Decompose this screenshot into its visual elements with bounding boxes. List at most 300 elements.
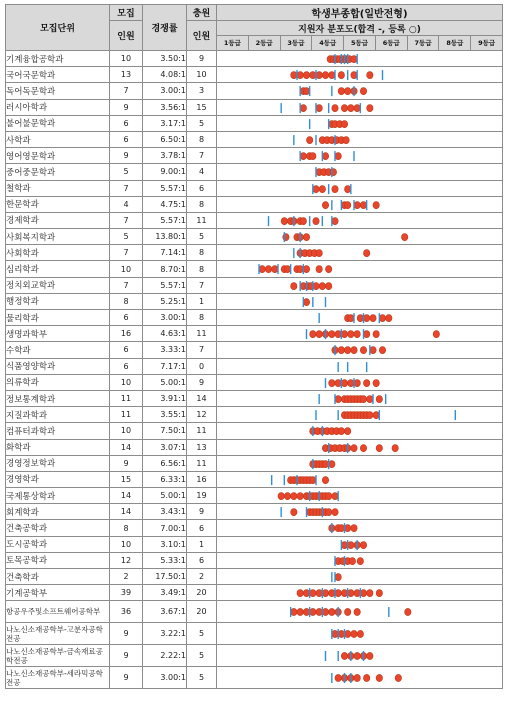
quota-value: 9 bbox=[110, 148, 143, 164]
enroll-marker bbox=[322, 72, 328, 79]
table-row bbox=[6, 115, 503, 131]
fill-value: 6 bbox=[187, 520, 217, 536]
distribution-svg bbox=[217, 407, 502, 423]
rate-value: 5.33:1 bbox=[143, 552, 187, 568]
table-row bbox=[6, 99, 503, 115]
table-row bbox=[6, 569, 503, 585]
unit-name: 정보통계학과 bbox=[6, 390, 110, 406]
distribution-plot bbox=[217, 374, 503, 390]
enroll-marker bbox=[316, 331, 322, 338]
quota-value: 7 bbox=[110, 83, 143, 99]
enroll-marker bbox=[376, 444, 382, 451]
distribution-plot bbox=[217, 407, 503, 423]
rate-value: 7.14:1 bbox=[143, 245, 187, 261]
fill-value: 9 bbox=[187, 51, 217, 67]
enroll-marker bbox=[376, 395, 382, 402]
enroll-marker bbox=[303, 88, 309, 95]
enroll-marker bbox=[367, 412, 373, 419]
enroll-marker bbox=[329, 590, 335, 597]
enroll-marker bbox=[386, 315, 392, 322]
quota-value: 14 bbox=[110, 504, 143, 520]
table-row bbox=[6, 293, 503, 309]
rate-value: 4.08:1 bbox=[143, 67, 187, 83]
distribution-svg bbox=[217, 488, 502, 504]
distribution-plot bbox=[217, 488, 503, 504]
distribution-svg bbox=[217, 667, 502, 689]
unit-name: 회계학과 bbox=[6, 504, 110, 520]
rate-value: 3.55:1 bbox=[143, 407, 187, 423]
enroll-marker bbox=[335, 675, 341, 682]
fill-value: 8 bbox=[187, 261, 217, 277]
enroll-marker bbox=[433, 331, 439, 338]
unit-name: 토목공학과 bbox=[6, 552, 110, 568]
enroll-marker bbox=[338, 428, 344, 435]
unit-name: 경제학과 bbox=[6, 212, 110, 228]
rate-value: 7.17:1 bbox=[143, 358, 187, 374]
enroll-marker bbox=[303, 234, 309, 241]
distribution-svg bbox=[217, 294, 502, 310]
fill-value: 7 bbox=[187, 277, 217, 293]
enroll-marker bbox=[357, 557, 363, 564]
enroll-marker bbox=[335, 574, 341, 581]
rate-column-header: 경쟁률 bbox=[143, 5, 187, 51]
distribution-plot bbox=[217, 569, 503, 585]
unit-name: 정치외교학과 bbox=[6, 277, 110, 293]
unit-name: 항공우주및소프트웨어공학부 bbox=[6, 601, 110, 623]
rate-value: 3.33:1 bbox=[143, 342, 187, 358]
grade-label: 1등급 bbox=[223, 39, 241, 47]
enroll-marker bbox=[360, 395, 366, 402]
quota-value: 9 bbox=[110, 645, 143, 667]
table-row bbox=[6, 455, 503, 471]
fill-column-header-top: 충원 bbox=[187, 5, 217, 21]
enroll-marker bbox=[284, 493, 290, 500]
enroll-marker bbox=[313, 217, 319, 224]
enroll-marker bbox=[316, 250, 322, 257]
enroll-marker bbox=[284, 266, 290, 273]
enroll-marker bbox=[297, 590, 303, 597]
enroll-marker bbox=[297, 72, 303, 79]
distribution-svg bbox=[217, 391, 502, 407]
enroll-marker bbox=[379, 347, 385, 354]
enroll-marker bbox=[316, 609, 322, 616]
distribution-plot bbox=[217, 667, 503, 689]
rate-value: 5.57:1 bbox=[143, 180, 187, 196]
fill-value: 8 bbox=[187, 196, 217, 212]
enroll-marker bbox=[259, 266, 265, 273]
unit-name: 사회복지학과 bbox=[6, 229, 110, 245]
enroll-marker bbox=[329, 460, 335, 467]
admission-results-table bbox=[5, 4, 503, 689]
grade-label: 6등급 bbox=[375, 36, 407, 50]
fill-value: 1 bbox=[187, 293, 217, 309]
enroll-marker bbox=[341, 379, 347, 386]
distribution-plot bbox=[217, 423, 503, 439]
rate-value: 5.25:1 bbox=[143, 293, 187, 309]
unit-name: 철학과 bbox=[6, 180, 110, 196]
distribution-plot bbox=[217, 245, 503, 261]
unit-column-header: 모집단위 bbox=[6, 5, 110, 51]
unit-name: 건축공학과 bbox=[6, 520, 110, 536]
rate-value: 5.00:1 bbox=[143, 374, 187, 390]
unit-name: 나노신소재공학부-고분자공학전공 bbox=[6, 623, 110, 645]
enroll-marker bbox=[316, 72, 322, 79]
grade-label: 8등급 bbox=[438, 36, 470, 50]
table-row bbox=[6, 229, 503, 245]
enroll-marker bbox=[370, 347, 376, 354]
distribution-plot bbox=[217, 601, 503, 623]
distribution-svg bbox=[217, 601, 502, 623]
enroll-marker bbox=[291, 493, 297, 500]
enroll-marker bbox=[313, 185, 319, 192]
distribution-svg bbox=[217, 278, 502, 294]
enroll-marker bbox=[376, 590, 382, 597]
distribution-svg bbox=[217, 342, 502, 358]
enroll-marker bbox=[335, 395, 341, 402]
fill-value: 12 bbox=[187, 407, 217, 423]
fill-value: 0 bbox=[187, 358, 217, 374]
unit-name: 나노신소재공학부-세라믹공학전공 bbox=[6, 667, 110, 689]
table-row bbox=[6, 488, 503, 504]
enroll-marker bbox=[332, 217, 338, 224]
distribution-svg bbox=[217, 213, 502, 229]
enroll-marker bbox=[348, 331, 354, 338]
table-row bbox=[6, 374, 503, 390]
distribution-plot bbox=[217, 326, 503, 342]
enroll-marker bbox=[310, 72, 316, 79]
table-row bbox=[6, 212, 503, 228]
table-row bbox=[6, 51, 503, 67]
enroll-marker bbox=[363, 331, 369, 338]
unit-name: 의류학과 bbox=[6, 374, 110, 390]
unit-name: 컴퓨터과학과 bbox=[6, 423, 110, 439]
enroll-marker bbox=[303, 609, 309, 616]
distribution-svg bbox=[217, 67, 502, 83]
quota-value: 7 bbox=[110, 212, 143, 228]
fill-value: 11 bbox=[187, 212, 217, 228]
enroll-marker bbox=[373, 379, 379, 386]
grade-axis bbox=[217, 36, 503, 51]
enroll-marker bbox=[322, 460, 328, 467]
distribution-svg bbox=[217, 83, 502, 99]
enroll-marker bbox=[272, 266, 278, 273]
enroll-marker bbox=[325, 282, 331, 289]
enroll-marker bbox=[354, 379, 360, 386]
rate-value: 6.56:1 bbox=[143, 455, 187, 471]
quota-value: 6 bbox=[110, 131, 143, 147]
distribution-plot bbox=[217, 131, 503, 147]
fill-value: 3 bbox=[187, 83, 217, 99]
table-row bbox=[6, 439, 503, 455]
enroll-marker bbox=[363, 250, 369, 257]
enroll-marker bbox=[303, 590, 309, 597]
enroll-marker bbox=[291, 509, 297, 516]
enroll-marker bbox=[344, 347, 350, 354]
quota-column-header-bottom: 인원 bbox=[110, 21, 143, 51]
distribution-svg bbox=[217, 472, 502, 488]
enroll-marker bbox=[348, 104, 354, 111]
distribution-plot bbox=[217, 623, 503, 645]
fill-value: 11 bbox=[187, 423, 217, 439]
grade-label: 7등급 bbox=[407, 36, 439, 50]
distribution-svg bbox=[217, 423, 502, 439]
fill-value: 8 bbox=[187, 310, 217, 326]
enroll-marker bbox=[325, 266, 331, 273]
distribution-plot bbox=[217, 148, 503, 164]
distribution-plot bbox=[217, 196, 503, 212]
distribution-plot bbox=[217, 99, 503, 115]
fill-value: 8 bbox=[187, 131, 217, 147]
enroll-marker bbox=[351, 631, 357, 638]
enroll-marker bbox=[297, 266, 303, 273]
fill-value: 6 bbox=[187, 180, 217, 196]
distribution-svg bbox=[217, 504, 502, 520]
distribution-plot bbox=[217, 645, 503, 667]
quota-value: 9 bbox=[110, 455, 143, 471]
grade-label: 5등급 bbox=[343, 36, 375, 50]
enroll-marker bbox=[348, 315, 354, 322]
fill-value: 20 bbox=[187, 601, 217, 623]
unit-name: 지질과학과 bbox=[6, 407, 110, 423]
unit-name: 행정학과 bbox=[6, 293, 110, 309]
rate-value: 6.33:1 bbox=[143, 471, 187, 487]
enroll-marker bbox=[344, 525, 350, 532]
rate-value: 3.17:1 bbox=[143, 115, 187, 131]
rate-value: 13.80:1 bbox=[143, 229, 187, 245]
distribution-svg bbox=[217, 359, 502, 375]
rate-value: 3.50:1 bbox=[143, 51, 187, 67]
table-row bbox=[6, 67, 503, 83]
enroll-marker bbox=[360, 444, 366, 451]
fill-value: 13 bbox=[187, 439, 217, 455]
fill-value: 20 bbox=[187, 585, 217, 601]
rate-value: 17.50:1 bbox=[143, 569, 187, 585]
unit-name: 국어국문학과 bbox=[6, 67, 110, 83]
distribution-plot bbox=[217, 455, 503, 471]
enroll-marker bbox=[322, 201, 328, 208]
grade-label: 2등급 bbox=[248, 36, 280, 50]
enroll-marker bbox=[332, 104, 338, 111]
quota-value: 15 bbox=[110, 471, 143, 487]
unit-name: 심리학과 bbox=[6, 261, 110, 277]
enroll-marker bbox=[338, 72, 344, 79]
unit-name: 식품영양학과 bbox=[6, 358, 110, 374]
table-row bbox=[6, 131, 503, 147]
enroll-marker bbox=[322, 476, 328, 483]
enroll-marker bbox=[405, 609, 411, 616]
distribution-svg bbox=[217, 51, 502, 67]
rate-value: 3.10:1 bbox=[143, 536, 187, 552]
enroll-marker bbox=[319, 282, 325, 289]
enroll-marker bbox=[310, 590, 316, 597]
distribution-plot bbox=[217, 67, 503, 83]
fill-value: 7 bbox=[187, 148, 217, 164]
table-row bbox=[6, 245, 503, 261]
enroll-marker bbox=[373, 412, 379, 419]
table-row bbox=[6, 390, 503, 406]
quota-value: 6 bbox=[110, 342, 143, 358]
distribution-svg bbox=[217, 645, 502, 667]
distribution-plot bbox=[217, 164, 503, 180]
enroll-marker bbox=[325, 493, 331, 500]
enroll-marker bbox=[354, 609, 360, 616]
fill-value: 14 bbox=[187, 390, 217, 406]
enroll-marker bbox=[351, 444, 357, 451]
enroll-marker bbox=[332, 631, 338, 638]
enroll-marker bbox=[373, 201, 379, 208]
enroll-marker bbox=[367, 395, 373, 402]
distribution-plot bbox=[217, 212, 503, 228]
quota-value: 6 bbox=[110, 115, 143, 131]
quota-value: 12 bbox=[110, 552, 143, 568]
quota-value: 10 bbox=[110, 423, 143, 439]
enroll-marker bbox=[363, 379, 369, 386]
enroll-marker bbox=[281, 217, 287, 224]
unit-name: 건축학과 bbox=[6, 569, 110, 585]
enroll-marker bbox=[338, 88, 344, 95]
distribution-svg bbox=[217, 116, 502, 132]
enroll-marker bbox=[354, 104, 360, 111]
fill-value: 19 bbox=[187, 488, 217, 504]
enroll-marker bbox=[379, 315, 385, 322]
rate-value: 3.07:1 bbox=[143, 439, 187, 455]
quota-value: 2 bbox=[110, 569, 143, 585]
enroll-marker bbox=[332, 493, 338, 500]
rate-value: 3.22:1 bbox=[143, 623, 187, 645]
quota-value: 36 bbox=[110, 601, 143, 623]
unit-name: 수학과 bbox=[6, 342, 110, 358]
enroll-marker bbox=[363, 315, 369, 322]
unit-name: 경영정보학과 bbox=[6, 455, 110, 471]
enroll-marker bbox=[316, 590, 322, 597]
quota-value: 10 bbox=[110, 536, 143, 552]
table-row bbox=[6, 552, 503, 568]
distribution-plot bbox=[217, 536, 503, 552]
distribution-svg bbox=[217, 100, 502, 116]
unit-name: 러시아학과 bbox=[6, 99, 110, 115]
fill-value: 2 bbox=[187, 569, 217, 585]
enroll-marker bbox=[344, 88, 350, 95]
distribution-plot bbox=[217, 51, 503, 67]
enroll-marker bbox=[303, 298, 309, 305]
enroll-marker bbox=[265, 266, 271, 273]
quota-column-header-top: 모집 bbox=[110, 5, 143, 21]
enroll-marker bbox=[329, 609, 335, 616]
table-row bbox=[6, 261, 503, 277]
table-row bbox=[6, 358, 503, 374]
fill-value: 8 bbox=[187, 245, 217, 261]
table-row bbox=[6, 277, 503, 293]
fill-value: 6 bbox=[187, 552, 217, 568]
enroll-marker bbox=[322, 609, 328, 616]
enroll-marker bbox=[341, 104, 347, 111]
enroll-marker bbox=[341, 120, 347, 127]
distribution-svg bbox=[217, 132, 502, 148]
unit-name: 한문학과 bbox=[6, 196, 110, 212]
enroll-marker bbox=[367, 72, 373, 79]
quota-value: 8 bbox=[110, 520, 143, 536]
rate-value: 5.00:1 bbox=[143, 488, 187, 504]
unit-name: 중어중문학과 bbox=[6, 164, 110, 180]
enroll-marker bbox=[376, 675, 382, 682]
distribution-plot bbox=[217, 520, 503, 536]
quota-value: 10 bbox=[110, 261, 143, 277]
enroll-marker bbox=[325, 509, 331, 516]
table-row bbox=[6, 520, 503, 536]
rate-value: 7.50:1 bbox=[143, 423, 187, 439]
enroll-marker bbox=[329, 379, 335, 386]
grade-label: 9등급 bbox=[470, 36, 502, 50]
enroll-marker bbox=[341, 331, 347, 338]
unit-name: 나노신소재공학부-금속재료공학전공 bbox=[6, 645, 110, 667]
enroll-marker bbox=[338, 347, 344, 354]
unit-name: 국제통상학과 bbox=[6, 488, 110, 504]
enroll-marker bbox=[300, 217, 306, 224]
rate-value: 3.56:1 bbox=[143, 99, 187, 115]
distribution-plot bbox=[217, 115, 503, 131]
distribution-plot bbox=[217, 293, 503, 309]
quota-value: 5 bbox=[110, 229, 143, 245]
enroll-marker bbox=[310, 331, 316, 338]
enroll-marker bbox=[338, 631, 344, 638]
enroll-marker bbox=[360, 541, 366, 548]
enroll-marker bbox=[344, 631, 350, 638]
table-row bbox=[6, 471, 503, 487]
rate-value: 5.57:1 bbox=[143, 212, 187, 228]
enroll-marker bbox=[335, 331, 341, 338]
distribution-svg bbox=[217, 148, 502, 164]
enroll-marker bbox=[367, 590, 373, 597]
fill-value: 5 bbox=[187, 645, 217, 667]
unit-name: 생명과학부 bbox=[6, 326, 110, 342]
quota-value: 9 bbox=[110, 99, 143, 115]
distribution-svg bbox=[217, 520, 502, 536]
distribution-svg bbox=[217, 537, 502, 553]
table-row bbox=[6, 148, 503, 164]
quota-value: 10 bbox=[110, 374, 143, 390]
enroll-marker bbox=[351, 72, 357, 79]
enroll-marker bbox=[373, 331, 379, 338]
distribution-plot bbox=[217, 261, 503, 277]
fill-value: 15 bbox=[187, 99, 217, 115]
enroll-marker bbox=[338, 525, 344, 532]
quota-value: 4 bbox=[110, 196, 143, 212]
table-row bbox=[6, 504, 503, 520]
rate-value: 5.57:1 bbox=[143, 277, 187, 293]
distribution-svg bbox=[217, 553, 502, 569]
distribution-plot bbox=[217, 358, 503, 374]
distribution-plot bbox=[217, 471, 503, 487]
enroll-marker bbox=[341, 590, 347, 597]
distribution-plot bbox=[217, 342, 503, 358]
distribution-svg bbox=[217, 585, 502, 601]
fill-column-header-bottom: 인원 bbox=[187, 21, 217, 51]
fill-value: 5 bbox=[187, 115, 217, 131]
quota-value: 6 bbox=[110, 358, 143, 374]
table-row bbox=[6, 645, 503, 667]
enroll-marker bbox=[360, 590, 366, 597]
quota-value: 39 bbox=[110, 585, 143, 601]
rate-value: 3.91:1 bbox=[143, 390, 187, 406]
enroll-marker bbox=[354, 590, 360, 597]
quota-value: 7 bbox=[110, 180, 143, 196]
enroll-marker bbox=[392, 444, 398, 451]
distribution-plot bbox=[217, 310, 503, 326]
enroll-marker bbox=[291, 282, 297, 289]
rate-value: 3.00:1 bbox=[143, 83, 187, 99]
fill-value: 1 bbox=[187, 536, 217, 552]
rate-value: 3.49:1 bbox=[143, 585, 187, 601]
